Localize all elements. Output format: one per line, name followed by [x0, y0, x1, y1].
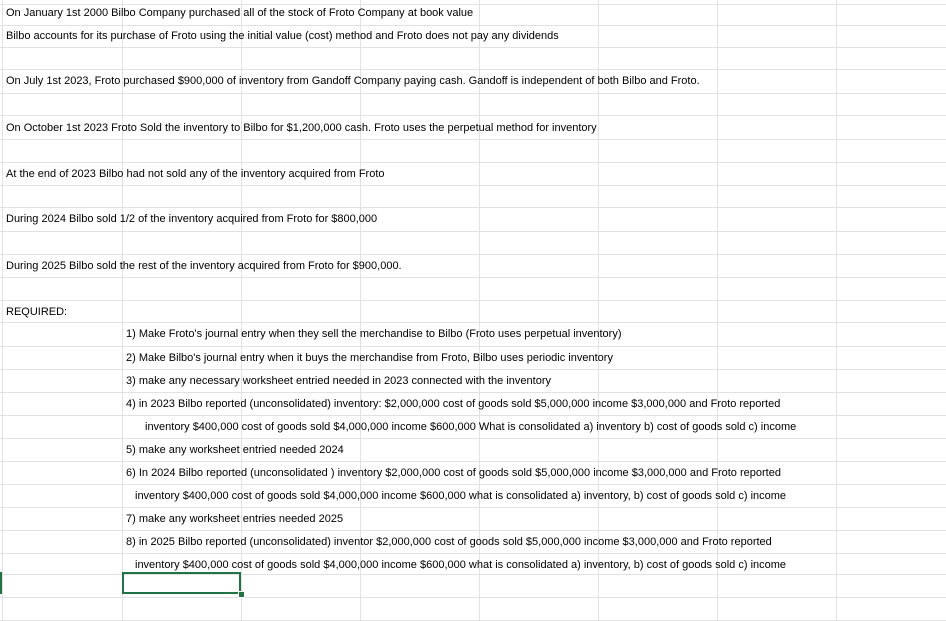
row-gridline	[0, 47, 946, 48]
row-gridline	[0, 254, 946, 255]
cell-text: On July 1st 2023, Froto purchased $900,000 of inventory from Gandoff Company paying cash. Gandoff is independent of both Bilbo and Froto.	[6, 75, 700, 87]
row-gridline	[0, 530, 946, 531]
cell-text: inventory $400,000 cost of goods sold $4,000,000 income $600,000 what is consolidated a) inventory, b) cost of goods sold c) income	[135, 490, 787, 502]
fill-handle[interactable]	[238, 591, 245, 598]
row-gridline	[0, 461, 946, 462]
cell-text: 8) in 2025 Bilbo reported (unconsolidated) inventor $2,000,000 cost of goods sold $5,000,000 income $3,000,000 and Froto reported	[126, 536, 772, 548]
row-gridline	[0, 392, 946, 393]
column-gridline	[122, 0, 123, 621]
row-selection-marker	[0, 572, 2, 594]
cell-text: 6) In 2024 Bilbo reported (unconsolidated ) inventory $2,000,000 cost of goods sold $5,000,000 income $3,000,000 and Froto reported	[126, 467, 781, 479]
column-gridline	[598, 0, 599, 621]
cell-text: At the end of 2023 Bilbo had not sold any of the inventory acquired from Froto	[6, 168, 385, 180]
row-gridline	[0, 207, 946, 208]
cell-text: REQUIRED:	[6, 306, 68, 318]
cell-text: 5) make any worksheet entried needed 2024	[126, 444, 344, 456]
cell-text: 4) in 2023 Bilbo reported (unconsolidated) inventory: $2,000,000 cost of goods sold $5,000,000 income $3,000,000 and Froto reported	[126, 398, 781, 410]
row-gridline	[0, 25, 946, 26]
row-gridline	[0, 162, 946, 163]
column-gridline	[360, 0, 361, 621]
row-gridline	[0, 438, 946, 439]
cell-text: inventory $400,000 cost of goods sold $4,000,000 income $600,000 what is consolidated a) inventory, b) cost of goods sold c) income	[135, 559, 787, 571]
row-gridline	[0, 231, 946, 232]
column-gridline	[717, 0, 718, 621]
row-gridline	[0, 93, 946, 94]
row-gridline	[0, 553, 946, 554]
cell-text: 3) make any necessary worksheet entried needed in 2023 connected with the inventory	[126, 375, 551, 387]
row-gridline	[0, 300, 946, 301]
row-gridline	[0, 277, 946, 278]
row-gridline	[0, 484, 946, 485]
row-gridline	[0, 185, 946, 186]
cell-text: inventory $400,000 cost of goods sold $4,000,000 income $600,000 What is consolidated a) inventory b) cost of goods sold c) income	[145, 421, 797, 433]
cell-text: During 2024 Bilbo sold 1/2 of the inventory acquired from Froto for $800,000	[6, 213, 378, 225]
selected-cell[interactable]	[122, 572, 241, 594]
row-gridline	[0, 597, 946, 598]
row-gridline	[0, 115, 946, 116]
row-gridline	[0, 415, 946, 416]
row-gridline	[0, 369, 946, 370]
cell-text: During 2025 Bilbo sold the rest of the inventory acquired from Froto for $900,000.	[6, 260, 402, 272]
row-gridline	[0, 4, 946, 5]
column-gridline	[836, 0, 837, 621]
row-gridline	[0, 69, 946, 70]
cell-text: On October 1st 2023 Froto Sold the inventory to Bilbo for $1,200,000 cash. Froto uses the perpetual method for inventory	[6, 122, 597, 134]
cell-text: On January 1st 2000 Bilbo Company purchased all of the stock of Froto Company at book value	[6, 7, 474, 19]
row-gridline	[0, 507, 946, 508]
column-gridline	[241, 0, 242, 621]
column-gridline	[2, 0, 3, 621]
cell-text: 7) make any worksheet entries needed 2025	[126, 513, 344, 525]
row-gridline	[0, 346, 946, 347]
cell-text: Bilbo accounts for its purchase of Froto using the initial value (cost) method and Froto does not pay any dividends	[6, 30, 559, 42]
row-gridline	[0, 322, 946, 323]
cell-text: 2) Make Bilbo's journal entry when it buys the merchandise from Froto, Bilbo uses periodic inventory	[126, 352, 613, 364]
column-gridline	[479, 0, 480, 621]
row-gridline	[0, 139, 946, 140]
cell-text: 1) Make Froto's journal entry when they sell the merchandise to Bilbo (Froto uses perpetual inventory)	[126, 328, 622, 340]
